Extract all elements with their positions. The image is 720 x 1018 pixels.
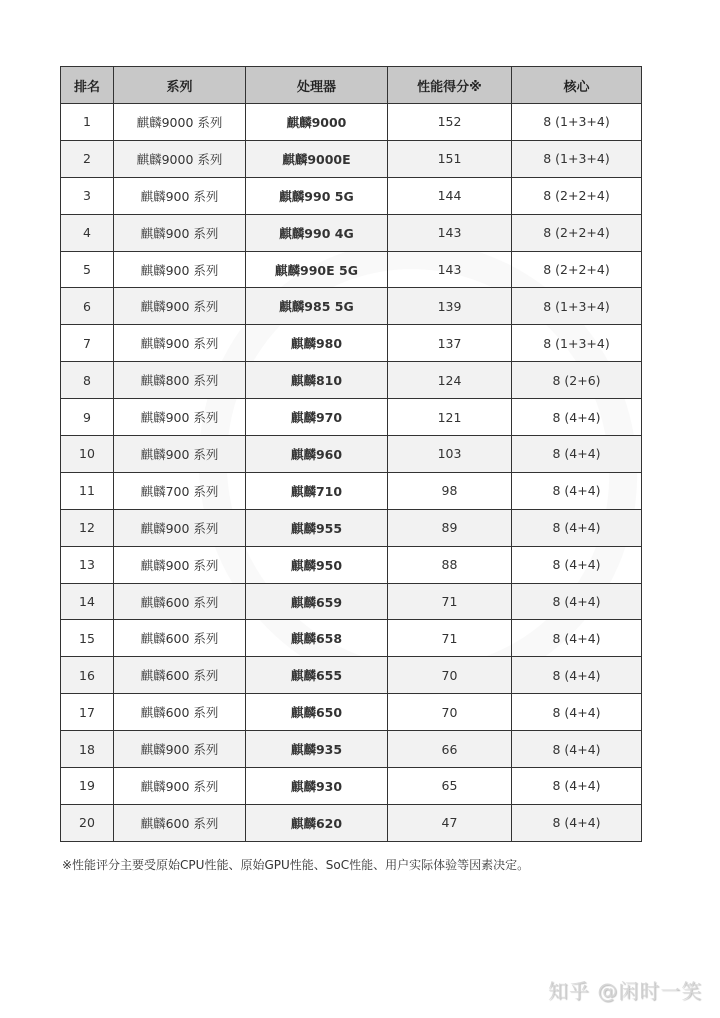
cell-score: 121 <box>388 399 512 436</box>
cell-cores: 8 (4+4) <box>512 620 642 657</box>
cell-rank: 11 <box>61 472 114 509</box>
cell-series: 麒麟600 系列 <box>114 694 246 731</box>
cell-cores: 8 (4+4) <box>512 804 642 841</box>
cell-rank: 9 <box>61 399 114 436</box>
cell-cores: 8 (4+4) <box>512 509 642 546</box>
cell-cores: 8 (1+3+4) <box>512 140 642 177</box>
kirin-ranking-table <box>60 66 642 842</box>
table-row <box>61 325 642 362</box>
cell-series: 麒麟900 系列 <box>114 731 246 768</box>
cell-score: 89 <box>388 509 512 546</box>
cell-series: 麒麟900 系列 <box>114 399 246 436</box>
cell-processor: 麒麟960 <box>246 436 388 473</box>
cell-cores: 8 (4+4) <box>512 731 642 768</box>
table-row <box>61 436 642 473</box>
cell-series: 麒麟900 系列 <box>114 214 246 251</box>
cell-score: 47 <box>388 804 512 841</box>
table-row <box>61 768 642 805</box>
table-row <box>61 140 642 177</box>
table-row <box>61 399 642 436</box>
cell-rank: 14 <box>61 583 114 620</box>
table-row <box>61 104 642 141</box>
cell-cores: 8 (4+4) <box>512 399 642 436</box>
cell-cores: 8 (1+3+4) <box>512 104 642 141</box>
cell-series: 麒麟600 系列 <box>114 583 246 620</box>
cell-series: 麒麟900 系列 <box>114 509 246 546</box>
cell-score: 88 <box>388 546 512 583</box>
cell-series: 麒麟600 系列 <box>114 657 246 694</box>
cell-processor: 麒麟9000 <box>246 104 388 141</box>
cell-processor: 麒麟985 5G <box>246 288 388 325</box>
cell-processor: 麒麟659 <box>246 583 388 620</box>
footnote: ※性能评分主要受原始CPU性能、原始GPU性能、SoC性能、用户实际体验等因素决定。 <box>62 858 530 872</box>
cell-score: 70 <box>388 657 512 694</box>
cell-score: 137 <box>388 325 512 362</box>
cell-processor: 麒麟9000E <box>246 140 388 177</box>
table-row <box>61 251 642 288</box>
cell-rank: 1 <box>61 104 114 141</box>
cell-series: 麒麟700 系列 <box>114 472 246 509</box>
cell-processor: 麒麟950 <box>246 546 388 583</box>
cell-rank: 15 <box>61 620 114 657</box>
cell-rank: 19 <box>61 768 114 805</box>
cell-series: 麒麟900 系列 <box>114 251 246 288</box>
cell-series: 麒麟9000 系列 <box>114 140 246 177</box>
cell-series: 麒麟900 系列 <box>114 325 246 362</box>
cell-processor: 麒麟955 <box>246 509 388 546</box>
cell-processor: 麒麟930 <box>246 768 388 805</box>
table-row <box>61 472 642 509</box>
cell-rank: 16 <box>61 657 114 694</box>
cell-cores: 8 (1+3+4) <box>512 325 642 362</box>
cell-processor: 麒麟970 <box>246 399 388 436</box>
cell-rank: 5 <box>61 251 114 288</box>
table-header-row <box>61 67 642 104</box>
cell-processor: 麒麟655 <box>246 657 388 694</box>
table-row <box>61 804 642 841</box>
cell-score: 152 <box>388 104 512 141</box>
cell-rank: 20 <box>61 804 114 841</box>
cell-rank: 18 <box>61 731 114 768</box>
cell-score: 65 <box>388 768 512 805</box>
table-row <box>61 214 642 251</box>
header-score: 性能得分※ <box>388 67 512 104</box>
cell-score: 143 <box>388 251 512 288</box>
cell-cores: 8 (2+6) <box>512 362 642 399</box>
cell-series: 麒麟900 系列 <box>114 288 246 325</box>
cell-cores: 8 (1+3+4) <box>512 288 642 325</box>
table-row <box>61 620 642 657</box>
cell-rank: 12 <box>61 509 114 546</box>
cell-score: 66 <box>388 731 512 768</box>
cell-rank: 10 <box>61 436 114 473</box>
cell-series: 麒麟600 系列 <box>114 620 246 657</box>
cell-series: 麒麟900 系列 <box>114 436 246 473</box>
cell-score: 71 <box>388 583 512 620</box>
cell-score: 139 <box>388 288 512 325</box>
cell-series: 麒麟900 系列 <box>114 177 246 214</box>
table-row <box>61 362 642 399</box>
cell-score: 144 <box>388 177 512 214</box>
cell-rank: 8 <box>61 362 114 399</box>
cell-processor: 麒麟990 5G <box>246 177 388 214</box>
cell-cores: 8 (2+2+4) <box>512 177 642 214</box>
cell-rank: 6 <box>61 288 114 325</box>
cell-cores: 8 (4+4) <box>512 472 642 509</box>
cell-rank: 2 <box>61 140 114 177</box>
cell-score: 103 <box>388 436 512 473</box>
table-row <box>61 657 642 694</box>
cell-rank: 17 <box>61 694 114 731</box>
table-row <box>61 177 642 214</box>
header-series: 系列 <box>114 67 246 104</box>
zhihu-watermark: 知乎 @闲时一笑 <box>548 979 703 1003</box>
cell-cores: 8 (4+4) <box>512 768 642 805</box>
table-row <box>61 694 642 731</box>
header-processor: 处理器 <box>246 67 388 104</box>
cell-processor: 麒麟658 <box>246 620 388 657</box>
cell-score: 71 <box>388 620 512 657</box>
table-row <box>61 583 642 620</box>
table-row <box>61 546 642 583</box>
cell-series: 麒麟9000 系列 <box>114 104 246 141</box>
cell-processor: 麒麟990 4G <box>246 214 388 251</box>
cell-rank: 3 <box>61 177 114 214</box>
table-row <box>61 731 642 768</box>
cell-cores: 8 (4+4) <box>512 583 642 620</box>
cell-score: 70 <box>388 694 512 731</box>
cell-score: 98 <box>388 472 512 509</box>
cell-cores: 8 (4+4) <box>512 657 642 694</box>
cell-series: 麒麟900 系列 <box>114 546 246 583</box>
cell-processor: 麒麟650 <box>246 694 388 731</box>
table-row <box>61 288 642 325</box>
cell-score: 124 <box>388 362 512 399</box>
cell-processor: 麒麟620 <box>246 804 388 841</box>
cell-processor: 麒麟810 <box>246 362 388 399</box>
cell-processor: 麒麟990E 5G <box>246 251 388 288</box>
cell-rank: 13 <box>61 546 114 583</box>
cell-cores: 8 (4+4) <box>512 546 642 583</box>
cell-processor: 麒麟980 <box>246 325 388 362</box>
table-row <box>61 509 642 546</box>
header-rank: 排名 <box>61 67 114 104</box>
cell-cores: 8 (4+4) <box>512 436 642 473</box>
cell-score: 143 <box>388 214 512 251</box>
header-cores: 核心 <box>512 67 642 104</box>
cell-processor: 麒麟935 <box>246 731 388 768</box>
cell-rank: 7 <box>61 325 114 362</box>
cell-processor: 麒麟710 <box>246 472 388 509</box>
cell-series: 麒麟800 系列 <box>114 362 246 399</box>
cell-series: 麒麟600 系列 <box>114 804 246 841</box>
cell-cores: 8 (4+4) <box>512 694 642 731</box>
cell-score: 151 <box>388 140 512 177</box>
cell-cores: 8 (2+2+4) <box>512 214 642 251</box>
cell-series: 麒麟900 系列 <box>114 768 246 805</box>
cell-rank: 4 <box>61 214 114 251</box>
cell-cores: 8 (2+2+4) <box>512 251 642 288</box>
